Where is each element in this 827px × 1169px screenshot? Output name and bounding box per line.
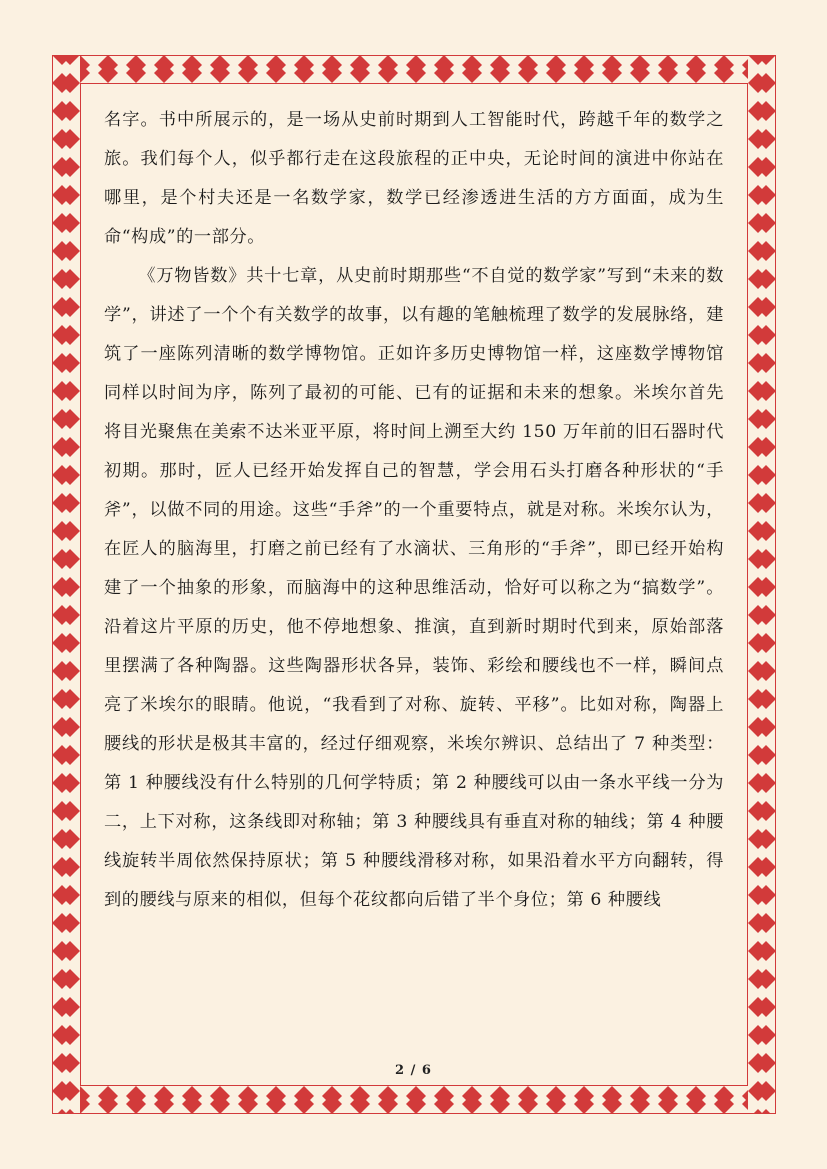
paragraph-2: 《万物皆数》共十七章，从史前时期那些“不自觉的数学家”写到“未来的数学”，讲述了一个个有关数学的故事，以有趣的笔触梳理了数学的发展脉络，建筑了一座陈列清晰的数学博物馆。正如许多历史博物馆一样，这座数学博物馆同样以时间为序，陈列了最初的可能、已有的证据和未来的想象。米埃尔首先将目光聚焦在美索不达米亚平原，将时间上溯至大约 150 万年前的旧石器时代初期。那时，匠人已经开始发挥自己的智慧，学会用石头打磨各种形状的“手斧”，以做不同的用途。这些“手斧”的一个重要特点，就是对称。米埃尔认为，在匠人的脑海里，打磨之前已经有了水滴状、三角形的“手斧”，即已经开始构建了一个抽象的形象，而脑海中的这种思维活动，恰好可以称之为“搞数学”。沿着这片平原的历史，他不停地想象、推演，直到新时期时代到来，原始部落里摆满了各种陶器。这些陶器形状各异，装饰、彩绘和腰线也不一样，瞬间点亮了米埃尔的眼睛。他说，“我看到了对称、旋转、平移”。比如对称，陶器上腰线的形状是极其丰富的，经过仔细观察，米埃尔辨识、总结出了 7 种类型：第 1 种腰线没有什么特别的几何学特质；第 2 种腰线可以由一条水平线一分为二，上下对称，这条线即对称轴；第 3 种腰线具有垂直对称的轴线；第 4 种腰线旋转半周依然保持原状；第 5 种腰线滑移对称，如果沿着水平方向翻转，得到的腰线与原来的相似，但每个花纹都向后错了半个身位；第 6 种腰线 bbox=[104, 266, 724, 910]
paragraph-1: 名字。书中所展示的，是一场从史前时期到人工智能时代，跨越千年的数学之旅。我们每个人，似乎都行走在这段旅程的正中央，无论时间的演进中你站在哪里，是个村夫还是一名数学家，数学已经渗透进生活的方方面面，成为生命“构成”的一部分。 bbox=[104, 110, 724, 247]
decorative-border-bottom bbox=[52, 1086, 776, 1114]
page-number: 2 / 6 bbox=[395, 1063, 432, 1078]
body-text bbox=[104, 101, 724, 1061]
decorative-border-top bbox=[52, 55, 776, 83]
decorative-border-right bbox=[748, 55, 776, 1114]
decorative-border-left bbox=[52, 55, 80, 1114]
